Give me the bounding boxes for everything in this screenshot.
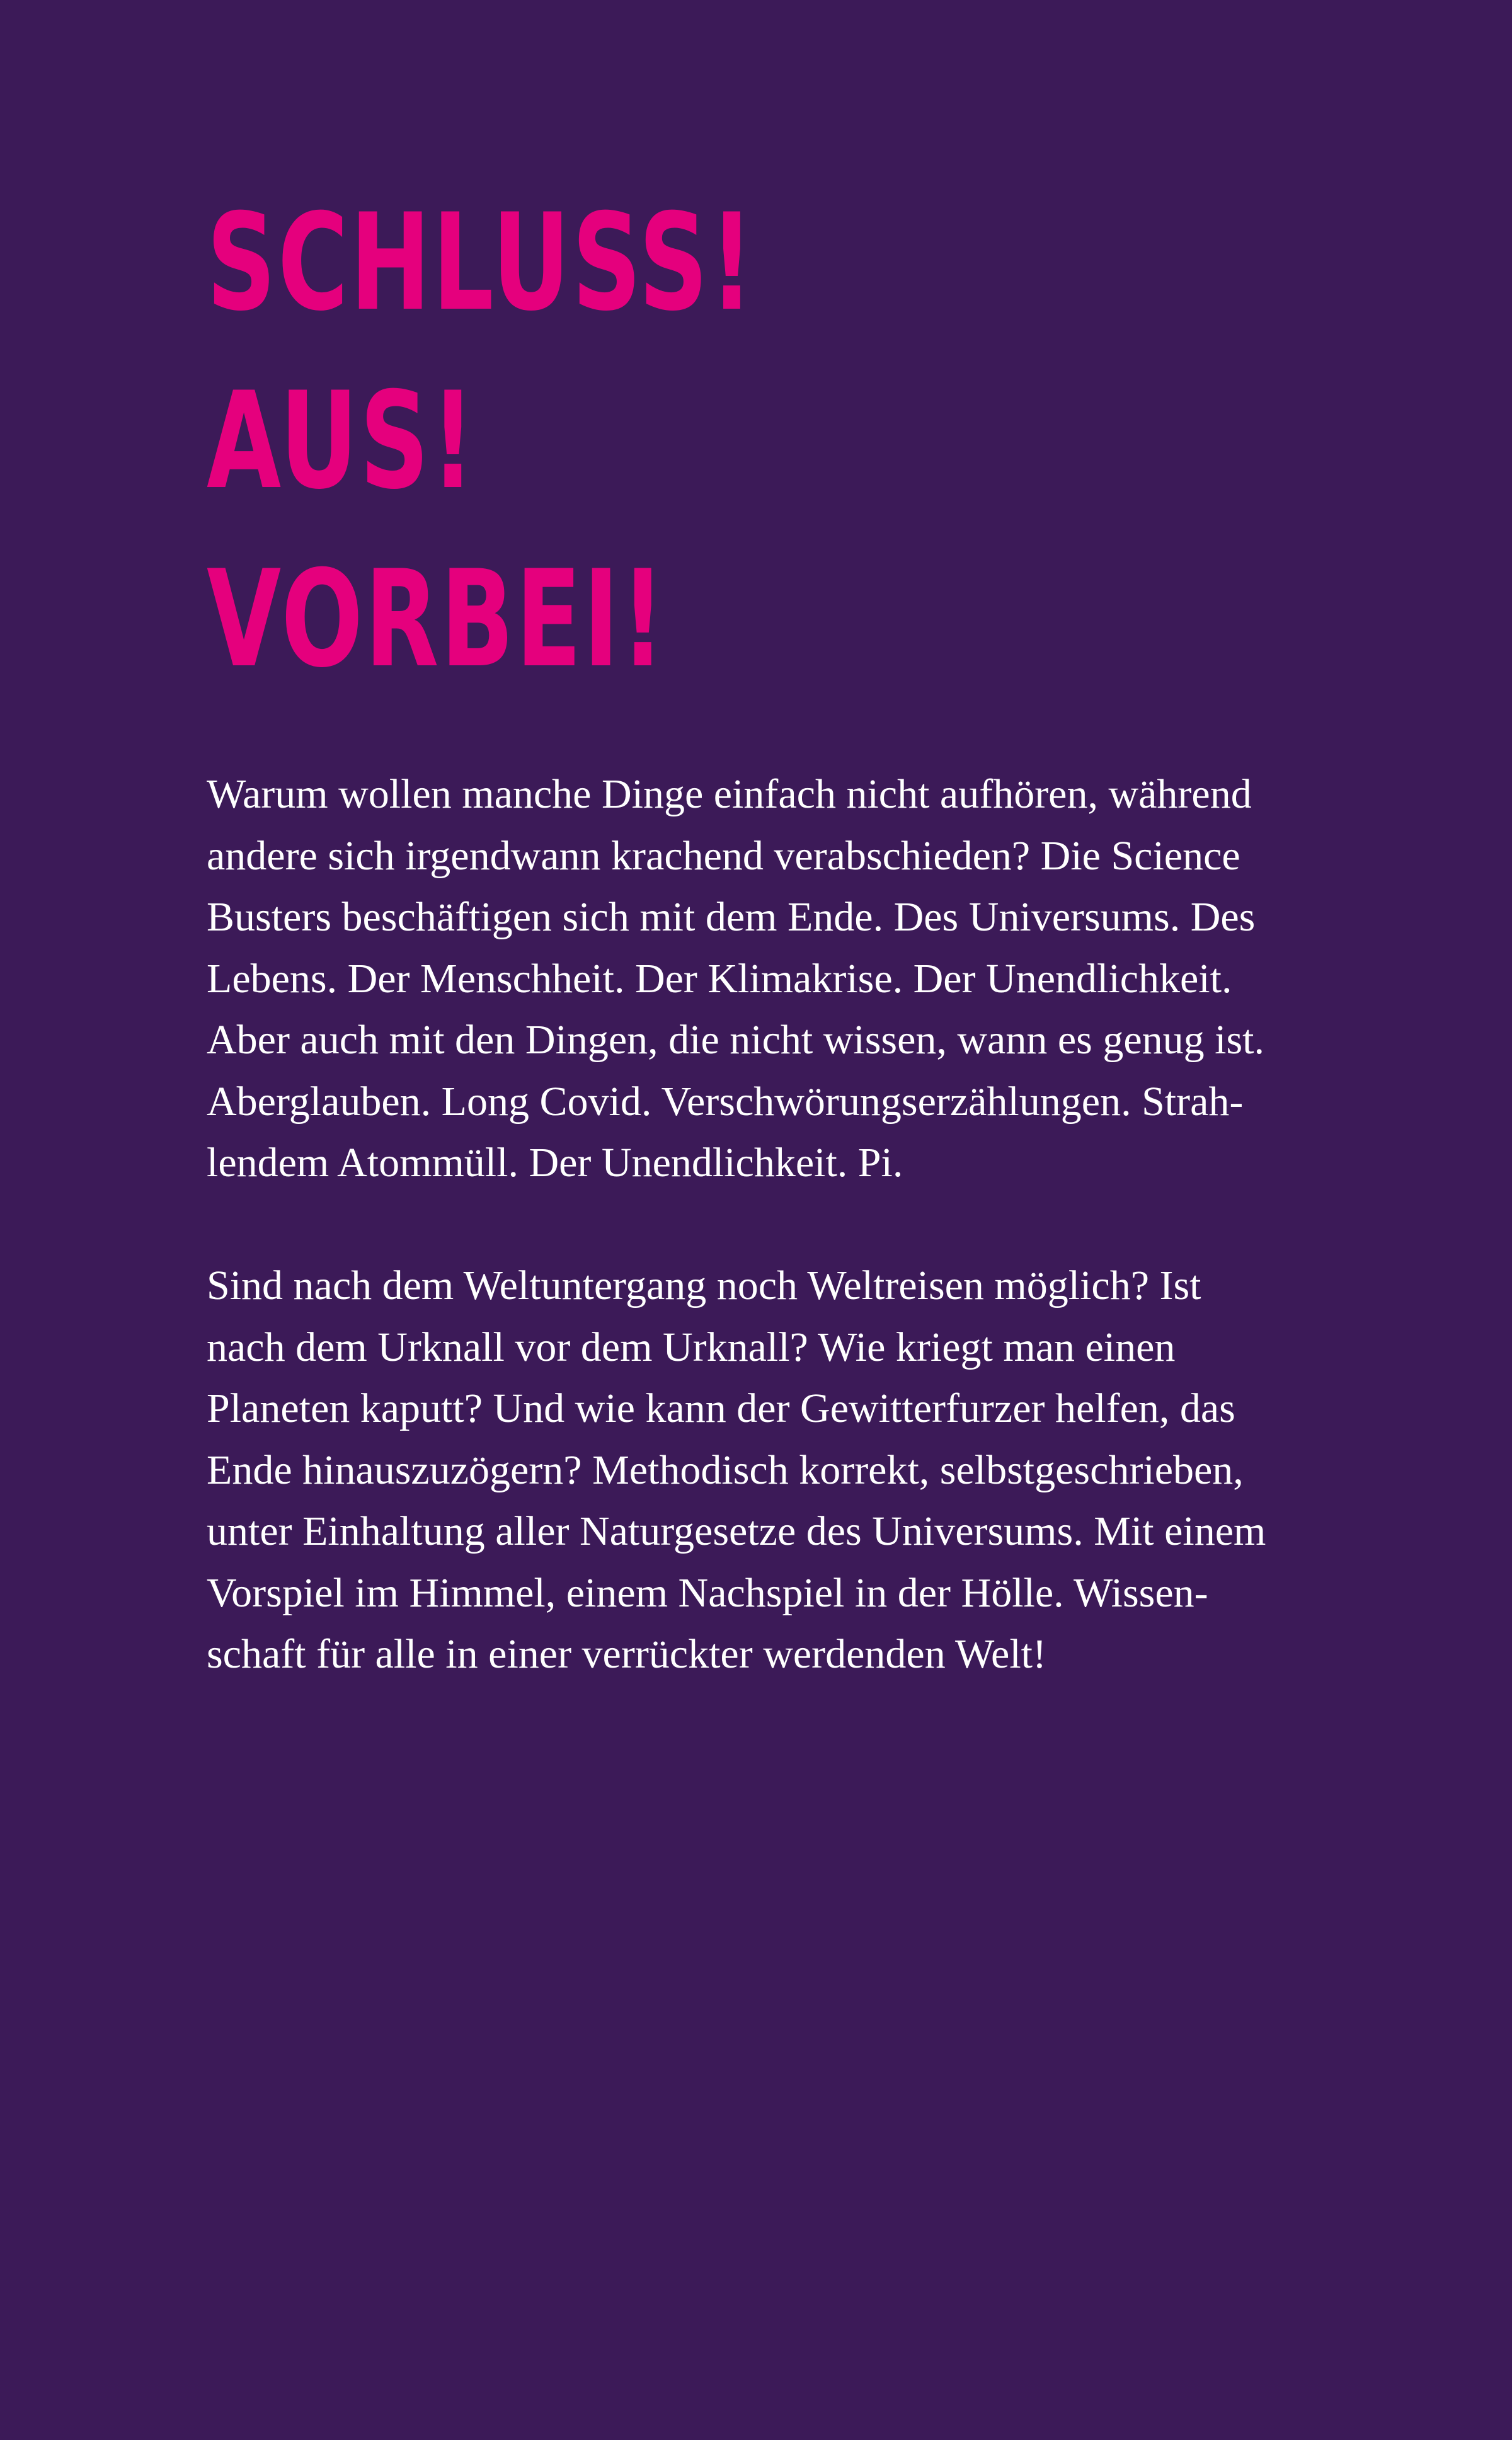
paragraph-1-line-4: Lebens. Der Menschheit. Der Klimakrise. Der Unendlichkeit.: [207, 955, 1232, 1002]
paragraph-2-line-2: nach dem Urknall vor dem Urknall? Wie kriegt man einen: [207, 1324, 1176, 1370]
paragraph-2-line-4: Ende hinauszuzögern? Methodisch korrekt, selbstgeschrieben,: [207, 1446, 1244, 1493]
headline-line-3: VORBEI!: [207, 541, 667, 697]
paragraph-1-line-3: Busters beschäftigen sich mit dem Ende. Des Universums. Des: [207, 894, 1256, 940]
paragraph-2-line-6: Vorspiel im Himmel, einem Nachspiel in der Hölle. Wissen-: [207, 1569, 1208, 1616]
headline-line-2: AUS!: [207, 363, 477, 518]
paragraph-1-line-6: Aberglauben. Long Covid. Verschwörungserzählungen. Strah-: [207, 1078, 1244, 1125]
blurb: [207, 764, 1341, 1746]
blurb-paragraph-1: [207, 764, 1341, 1194]
paragraph-1-line-1: Warum wollen manche Dinge einfach nicht aufhören, während: [207, 771, 1252, 817]
paragraph-1-line-5: Aber auch mit den Dingen, die nicht wissen, wann es genug ist.: [207, 1017, 1264, 1063]
blurb-paragraph-2: [207, 1255, 1341, 1685]
paragraph-2-line-7: schaft für alle in einer verrückter werdenden Welt!: [207, 1631, 1046, 1677]
paragraph-2-line-5: unter Einhaltung aller Naturgesetze des Universums. Mit einem: [207, 1508, 1266, 1554]
paragraph-1-line-7: lendem Atommüll. Der Unendlichkeit. Pi.: [207, 1140, 903, 1186]
headline-line-1: SCHLUSS!: [207, 185, 756, 340]
headline: [207, 173, 755, 708]
paragraph-2-line-3: Planeten kaputt? Und wie kann der Gewitterfurzer helfen, das: [207, 1385, 1235, 1431]
paragraph-2-line-1: Sind nach dem Weltuntergang noch Weltreisen möglich? Ist: [207, 1263, 1201, 1309]
paragraph-1-line-2: andere sich irgendwann krachend verabschieden? Die Science: [207, 832, 1240, 879]
